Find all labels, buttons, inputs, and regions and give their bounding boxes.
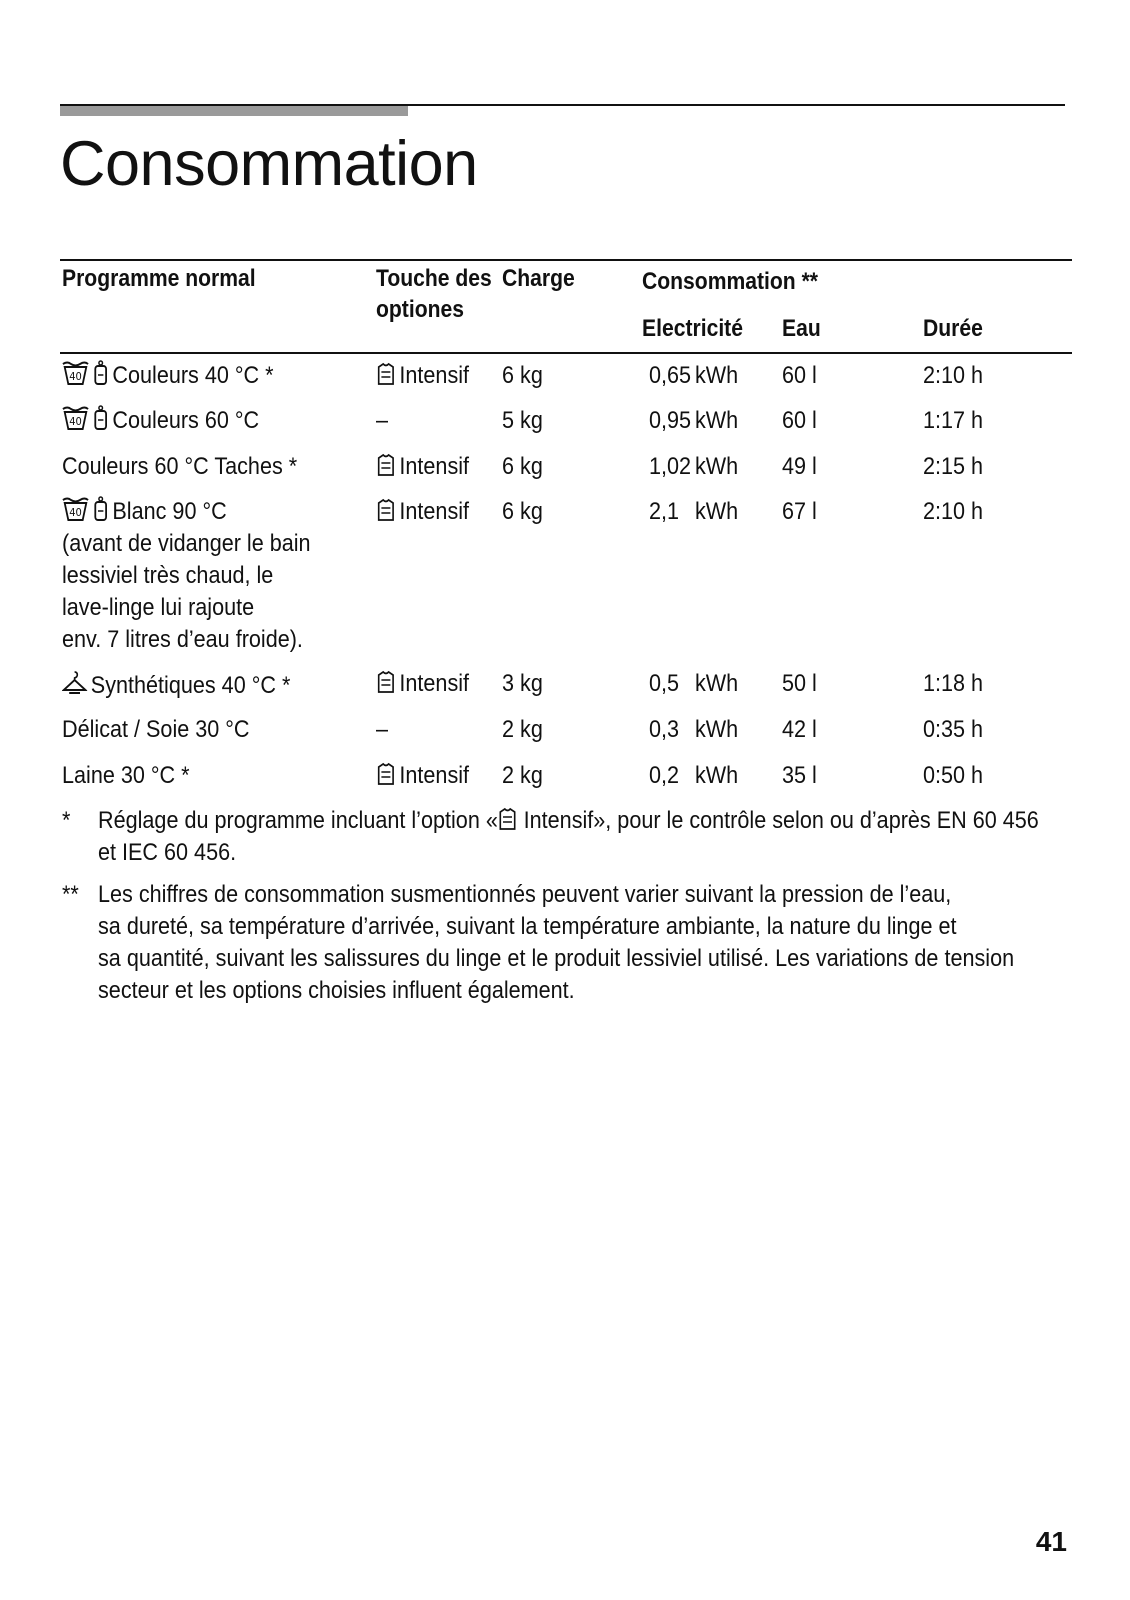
wash-tub-icon [62, 405, 89, 431]
footnote-2-line: Les chiffres de consommation susmentionnés peuvent varier suivant la pression de l’eau, [98, 881, 952, 908]
electricity-value: 0,95 [649, 407, 692, 434]
programme-cell [62, 668, 290, 702]
header-consommation: Consommation ** [642, 268, 819, 295]
option-label: Intensif [399, 498, 470, 525]
water-cell: 50 l [782, 670, 817, 697]
electricity-unit: kWh [695, 498, 739, 525]
programme-note-line: lessiviel très chaud, le [62, 562, 274, 589]
duration-cell: 0:50 h [923, 762, 984, 789]
svg-text:40: 40 [69, 415, 82, 429]
header-charge: Charge [502, 265, 575, 292]
programme-label: Délicat / Soie 30 °C [62, 716, 250, 743]
electricity-value: 0,2 [649, 762, 680, 789]
electricity-value: 0,65 [649, 362, 692, 389]
synthetic-hanger-icon [62, 668, 87, 696]
option-cell [376, 496, 469, 528]
tag-icon [93, 405, 109, 431]
footnote-1-mark: * [62, 807, 71, 834]
charge-cell: 3 kg [502, 670, 543, 697]
duration-cell: 0:35 h [923, 716, 984, 743]
option-label: Intensif [399, 453, 470, 480]
electricity-unit: kWh [695, 407, 739, 434]
header-duree: Durée [923, 315, 983, 342]
option-label: Intensif [399, 762, 470, 789]
programme-label: Couleurs 60 °C Taches * [62, 453, 298, 480]
option-label: – [376, 407, 389, 434]
water-cell: 35 l [782, 762, 817, 789]
svg-text:40: 40 [69, 506, 82, 520]
programme-label: Blanc 90 °C [112, 498, 227, 525]
charge-cell: 2 kg [502, 762, 543, 789]
programme-cell [62, 760, 190, 792]
tag-icon [93, 496, 109, 522]
option-cell [376, 451, 469, 483]
tag-icon [93, 360, 109, 386]
duration-cell: 1:17 h [923, 407, 984, 434]
footnote-1-line2: et IEC 60 456. [98, 839, 237, 866]
programme-label: Synthétiques 40 °C * [90, 672, 291, 699]
charge-cell: 5 kg [502, 407, 543, 434]
duration-cell: 2:15 h [923, 453, 984, 480]
duration-cell: 1:18 h [923, 670, 984, 697]
shirt-icon [376, 362, 396, 386]
page-number: 41 [1035, 1526, 1067, 1557]
shirt-icon [376, 670, 396, 694]
footnote-1-text-after: Intensif», pour le contrôle selon ou d’après EN 60 456 [517, 807, 1039, 834]
header-touche-line1: Touche des [376, 265, 492, 292]
electricity-value: 0,3 [649, 716, 680, 743]
footnote-1-line1 [98, 805, 1039, 837]
programme-label: Couleurs 60 °C [112, 407, 260, 434]
table-header-rule [60, 352, 1072, 354]
footnote-2 [62, 879, 1015, 1007]
option-cell [376, 714, 388, 746]
programme-cell [62, 451, 297, 483]
electricity-value: 0,5 [649, 670, 680, 697]
electricity-unit: kWh [695, 362, 739, 389]
shirt-icon [376, 498, 396, 522]
programme-note-line: (avant de vidanger le bain [62, 530, 311, 557]
programme-note-line: env. 7 litres d’eau froide). [62, 626, 303, 653]
option-cell [376, 405, 388, 437]
water-cell: 49 l [782, 453, 817, 480]
option-cell [376, 360, 469, 392]
water-cell: 67 l [782, 498, 817, 525]
charge-cell: 2 kg [502, 716, 543, 743]
programme-note-line: lave-linge lui rajoute [62, 594, 255, 621]
option-cell [376, 760, 469, 792]
duration-cell: 2:10 h [923, 498, 984, 525]
footnote-2-line: secteur et les options choisies influent également. [98, 977, 575, 1004]
electricity-value: 2,1 [649, 498, 680, 525]
option-label: – [376, 716, 389, 743]
electricity-unit: kWh [695, 762, 739, 789]
programme-label: Laine 30 °C * [62, 762, 190, 789]
electricity-unit: kWh [695, 716, 739, 743]
water-cell: 42 l [782, 716, 817, 743]
programme-cell [62, 360, 274, 392]
option-label: Intensif [399, 362, 470, 389]
charge-cell: 6 kg [502, 362, 543, 389]
shirt-icon [498, 807, 518, 831]
charge-cell: 6 kg [502, 453, 543, 480]
svg-text:40: 40 [69, 370, 82, 384]
duration-cell: 2:10 h [923, 362, 984, 389]
header-rule [60, 104, 1065, 106]
footnote-1-text-before: Réglage du programme incluant l’option « [98, 807, 498, 834]
charge-cell: 6 kg [502, 498, 543, 525]
programme-label: Couleurs 40 °C * [112, 362, 274, 389]
shirt-icon [376, 762, 396, 786]
header-electricite: Electricité [642, 315, 743, 342]
footnote-2-line: sa dureté, sa température d’arrivée, suivant la température ambiante, la nature du linge et [98, 913, 957, 940]
option-label: Intensif [399, 670, 470, 697]
shirt-icon [376, 453, 396, 477]
water-cell: 60 l [782, 407, 817, 434]
programme-cell [62, 496, 311, 656]
wash-tub-icon [62, 360, 89, 386]
table-top-rule [60, 259, 1072, 261]
header-touche-line2: optiones [376, 296, 464, 323]
footnote-2-line: sa quantité, suivant les salissures du linge et le produit lessiviel utilisé. Les variations de tension [98, 945, 1015, 972]
footnote-2-mark: ** [62, 881, 79, 908]
electricity-value: 1,02 [649, 453, 692, 480]
option-cell [376, 668, 469, 700]
water-cell: 60 l [782, 362, 817, 389]
footnote-1 [62, 805, 1039, 869]
electricity-unit: kWh [695, 670, 739, 697]
programme-cell [62, 405, 259, 437]
electricity-unit: kWh [695, 453, 739, 480]
header-eau: Eau [782, 315, 821, 342]
wash-tub-icon [62, 496, 89, 522]
programme-cell [62, 714, 250, 746]
header-programme: Programme normal [62, 265, 256, 292]
page-title: Consommation [60, 129, 478, 199]
